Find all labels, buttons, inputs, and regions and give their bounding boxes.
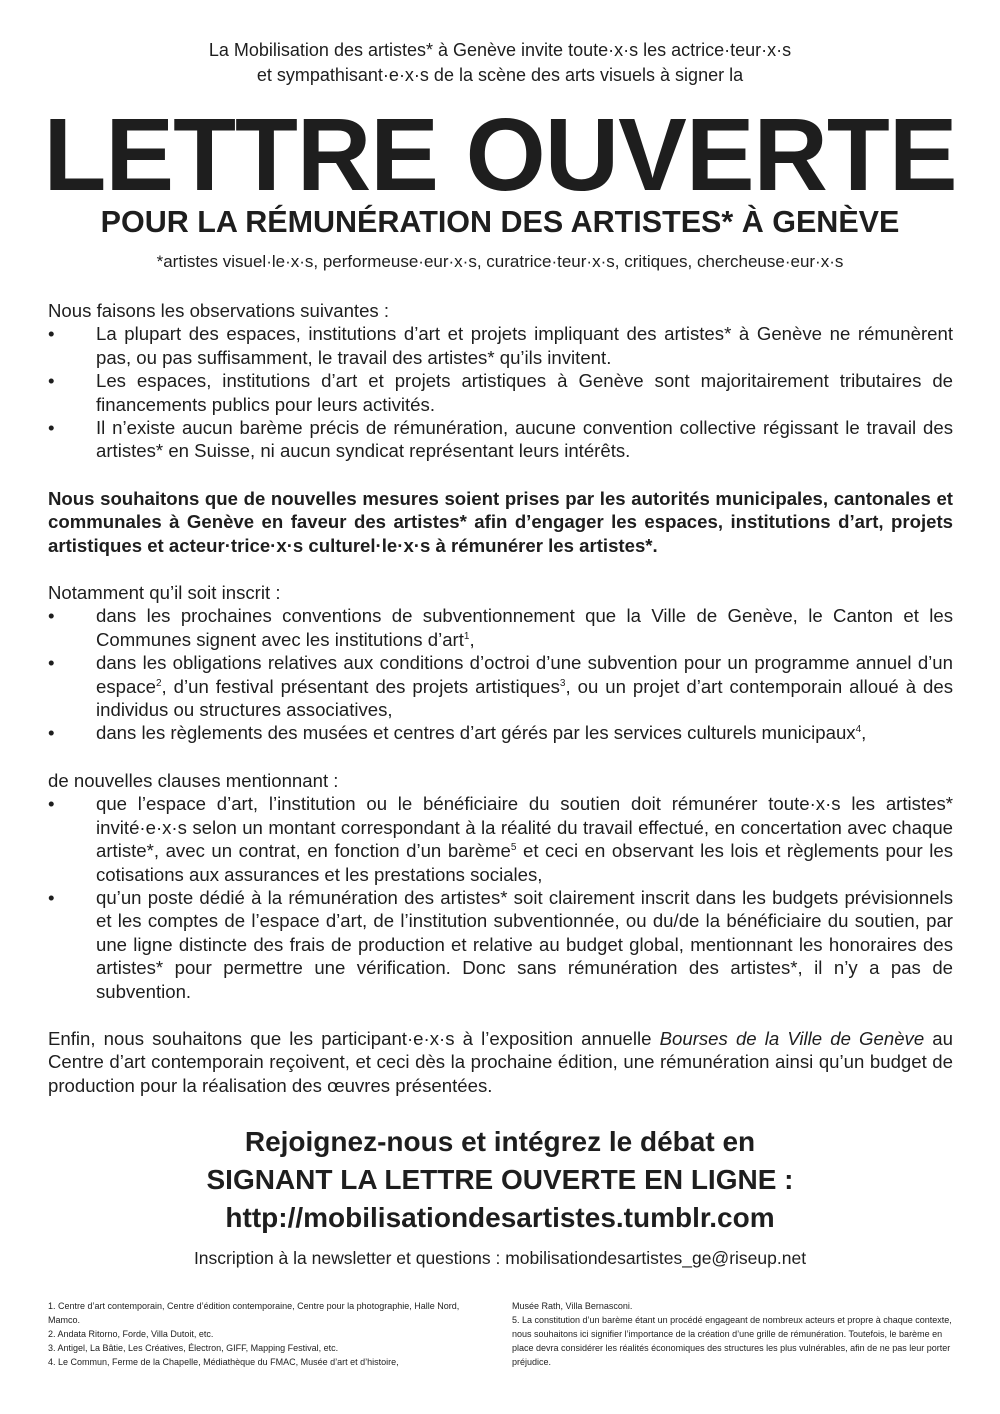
signature-url-link[interactable]: http://mobilisationdesartistes.tumblr.com xyxy=(225,1202,775,1233)
finally-paragraph: Enfin, nous souhaitons que les participant·e·x·s à l’exposition annuelle Bourses de la Ville de Genève au Centre d’art contemporain reçoivent, et ceci dès la prochaine édition, une rémunération ainsi qu’un budget de production pour la réalisation des œuvres présentées. xyxy=(48,1028,953,1096)
footnotes-right xyxy=(512,1299,952,1369)
list-item: • dans les règlements des musées et centres d’art gérés par les services culturels municipaux$^4$, xyxy=(48,722,867,744)
list-item-text: Il n’existe aucun barème précis de rémunération, aucune convention collective régissant le travail des artistes* en Suisse, ni aucun syndicat représentant leurs intérêts. xyxy=(96,417,953,462)
notamment-section xyxy=(48,581,953,745)
bullet-icon: • xyxy=(48,323,55,345)
footnote-ref: 1 xyxy=(463,630,470,642)
list-item xyxy=(48,416,953,463)
bullet-icon: • xyxy=(48,722,55,744)
footnote-ref: 4 xyxy=(855,724,862,736)
intro-text xyxy=(0,38,1000,88)
bullet-icon: • xyxy=(48,652,55,674)
clauses-intro: de nouvelles clauses mentionnant : xyxy=(48,770,339,791)
footnote-ref: 2 xyxy=(155,677,162,689)
cta-line-2: SIGNANT LA LETTRE OUVERTE EN LIGNE : xyxy=(206,1164,794,1195)
bullet-icon: • xyxy=(48,370,55,392)
footnote: 3. Antigel, La Bâtie, Les Créatives, Électron, GIFF, Mapping Festival, etc. xyxy=(48,1343,339,1353)
list-item: • que l’espace d’art, l’institution ou le bénéficiaire du soutien doit rémunérer toute·x·s les artistes* invité·e·x·s selon un montant correspondant à la réalité du travail effectué, en concertation avec chaque artiste*, avec un contrat, en fonction d’un barème$^5$ et ceci en observant les lois et règlements pour les cotisations aux assurances et les prestations sociales, xyxy=(48,793,953,885)
intro-line-1: La Mobilisation des artistes* à Genève invite toute·x·s les actrice·teur·x·s xyxy=(208,40,792,60)
footnote: Musée Rath, Villa Bernasconi. xyxy=(512,1301,633,1311)
cta-line-1: Rejoignez-nous et intégrez le débat en xyxy=(244,1126,756,1157)
footnote-ref: 5 xyxy=(510,842,517,854)
list-item: • dans les obligations relatives aux conditions d’octroi d’une subvention pour un programme annuel d’un espace$^2$, d’un festival présentant des projets artistiques$^3$, ou un projet d’art contemporain alloué à des individus ou structures associatives, xyxy=(48,652,953,721)
bullet-icon: • xyxy=(48,887,55,909)
clauses-list xyxy=(48,792,953,1003)
notamment-intro: Notamment qu’il soit inscrit : xyxy=(48,582,281,603)
page-title: LETTRE OUVERTE xyxy=(43,97,957,212)
list-item: • dans les prochaines conventions de subventionnement que la Ville de Genève, le Canton et les Communes signent avec les institutions d’art$^1$, xyxy=(48,605,953,650)
observations-list xyxy=(48,322,953,462)
intro-line-2: et sympathisant·e·x·s de la scène des arts visuels à signer la xyxy=(256,65,744,85)
contact-line: Inscription à la newsletter et questions : mobilisationdesartistes_ge@riseup.net xyxy=(193,1248,807,1268)
bullet-icon: • xyxy=(48,417,55,439)
wish-paragraph: Nous souhaitons que de nouvelles mesures soient prises par les autorités municipales, cantonales et communales à Genève en faveur des artistes* afin d’engager les espaces, institutions d’art, projets artistiques et acteur·trice·x·s culturel·le·x·s à rémunérer les artistes*. xyxy=(48,488,953,556)
list-item: • qu’un poste dédié à la rémunération des artistes* soit clairement inscrit dans les budgets prévisionnels et les comptes de l’espace d’art, de l’institution subventionnée, ou du/de la bénéficiaire du soutien, par une ligne distincte des frais de production et relative au budget global, mentionnant les honoraires des artistes* pour permettre une vérification. Donc sans rémunération des artistes*, il n’y a pas de subvention. xyxy=(48,887,953,1002)
clauses-section xyxy=(48,769,953,1003)
bullet-icon: • xyxy=(48,605,55,627)
footnote: 2. Andata Ritorno, Forde, Villa Dutoit, etc. xyxy=(48,1329,214,1339)
footnote: 4. Le Commun, Ferme de la Chapelle, Médiathèque du FMAC, Musée d’art et d’histoire, xyxy=(48,1357,399,1367)
footnote-ref: 3 xyxy=(559,677,566,689)
call-to-action xyxy=(0,1123,1000,1237)
wish-section xyxy=(48,487,953,557)
list-item xyxy=(48,322,953,369)
artists-footnote-definition: *artistes visuel·le·x·s, performeuse·eur·x·s, curatrice·teur·x·s, critiques, chercheuse·eur·x·s xyxy=(156,252,844,271)
observations-intro: Nous faisons les observations suivantes : xyxy=(48,300,390,321)
list-item xyxy=(48,369,953,416)
footnote: 5. La constitution d’un barème étant un procédé engageant de nombreux acteurs et propre à chaque contexte, nous souhaitons ici signifier l’importance de la création d’une grille de rémunération. Toutefois, le barème en place devra considérer les réalités économiques des structures les plus vulnérables, afin de ne pas leur porter préjudice. xyxy=(512,1315,952,1367)
list-item-text: La plupart des espaces, institutions d’art et projets impliquant des artistes* à Genève ne rémunèrent pas, ou pas suffisamment, le travail des artistes* qu’ils invitent. xyxy=(96,323,953,368)
list-item-text: Les espaces, institutions d’art et projets artistiques à Genève sont majoritairement tributaires de financements publics pour leurs activités. xyxy=(96,370,953,415)
notamment-list xyxy=(48,604,953,744)
footnotes-left xyxy=(48,1299,478,1369)
exhibition-name: Bourses de la Ville de Genève xyxy=(659,1028,925,1049)
bullet-icon: • xyxy=(48,793,55,815)
page-subtitle: POUR LA RÉMUNÉRATION DES ARTISTES* À GENÈVE xyxy=(100,205,900,239)
observations-section xyxy=(48,299,953,463)
finally-section xyxy=(48,1027,953,1097)
footnote: 1. Centre d’art contemporain, Centre d’édition contemporaine, Centre pour la photographie, Halle Nord, Mamco. xyxy=(48,1301,460,1325)
